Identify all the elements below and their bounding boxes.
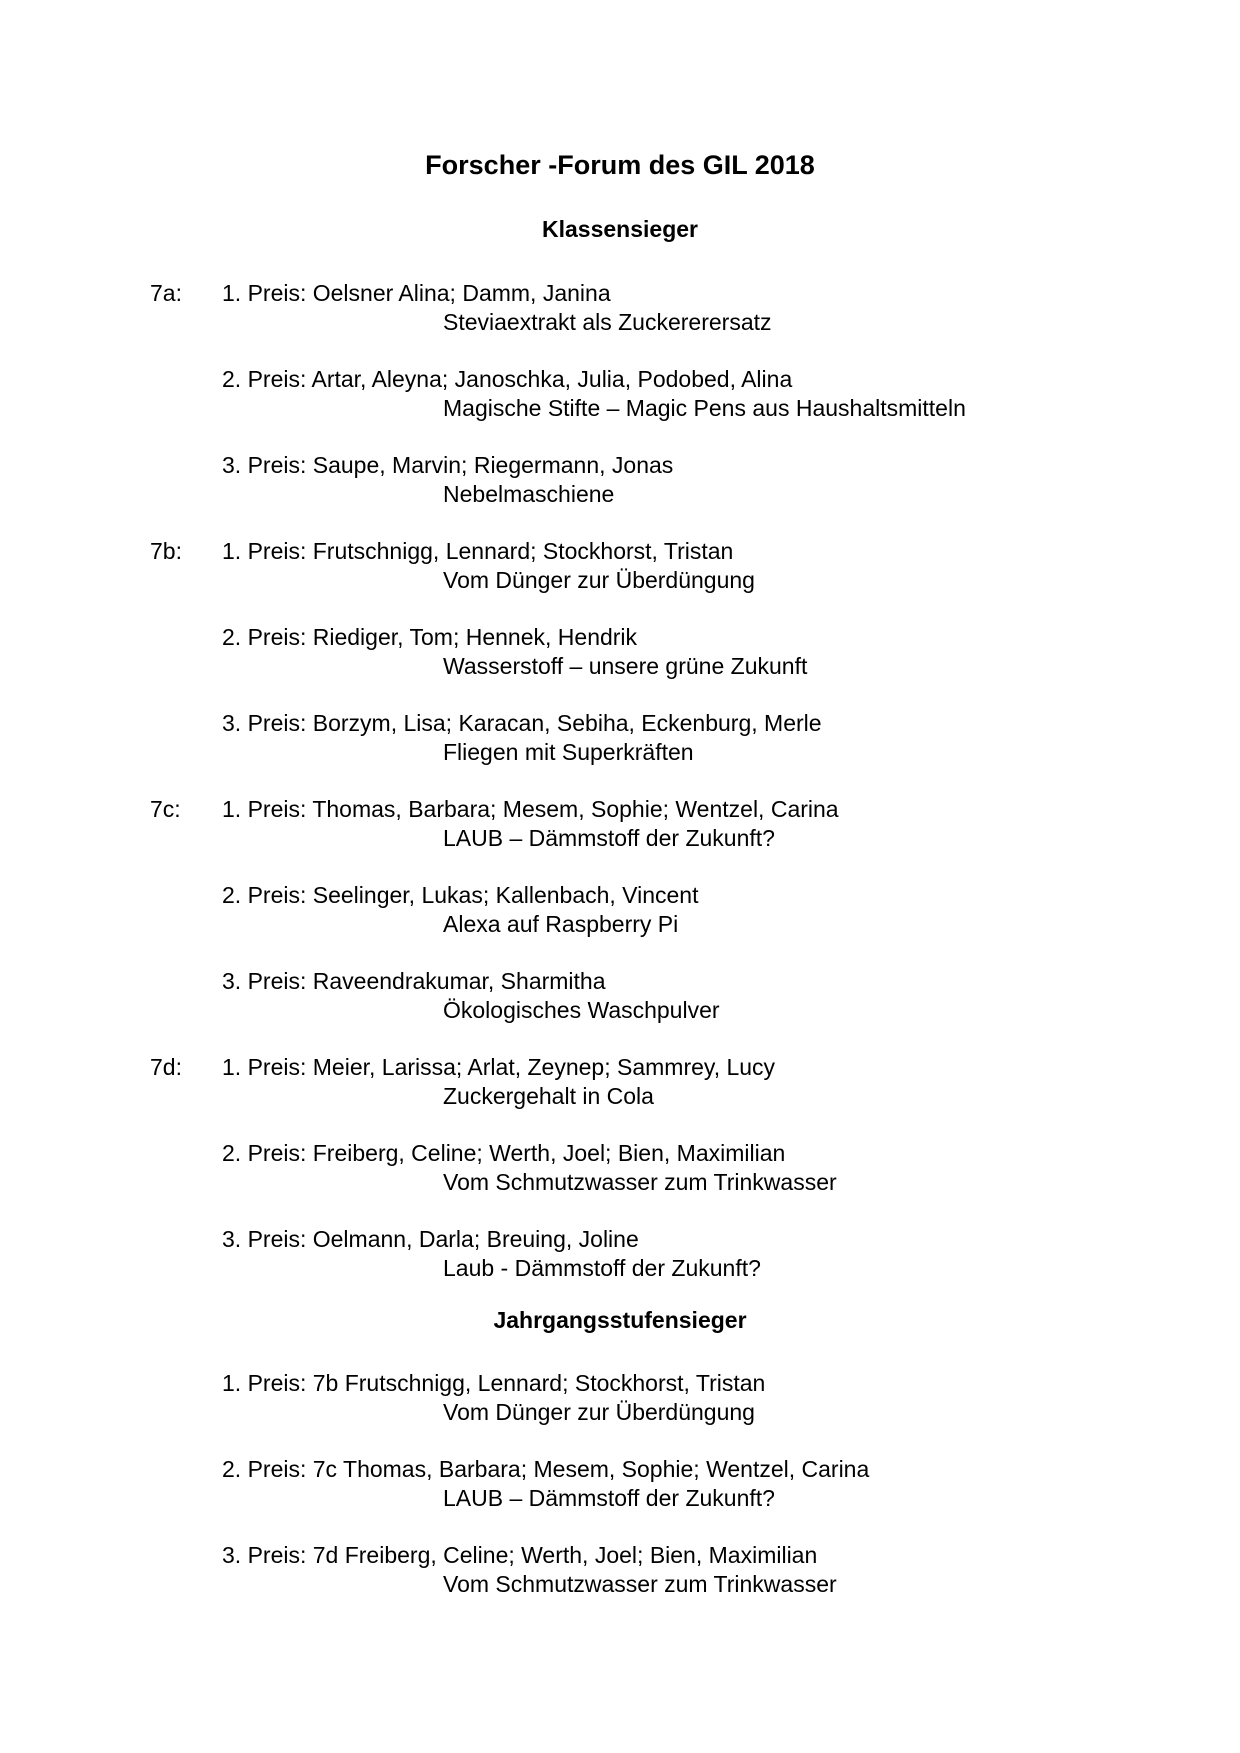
prize-entry: 1. Preis: Thomas, Barbara; Mesem, Sophie; Wentzel, Carina: [222, 796, 839, 822]
prize-entry: 1. Preis: Meier, Larissa; Arlat, Zeynep; Sammrey, Lucy: [222, 1054, 776, 1080]
prize-entry: 2. Preis: Freiberg, Celine; Werth, Joel; Bien, Maximilian: [222, 1140, 786, 1166]
project-title: Vom Schmutzwasser zum Trinkwasser: [443, 1169, 837, 1195]
section-heading-jahrgangsstufensieger: Jahrgangsstufensieger: [493, 1307, 747, 1333]
project-title: Alexa auf Raspberry Pi: [443, 911, 679, 937]
section-heading-klassensieger: Klassensieger: [542, 216, 698, 242]
project-title: Fliegen mit Superkräften: [443, 739, 694, 765]
prize-entry: 2. Preis: Seelinger, Lukas; Kallenbach, Vincent: [222, 882, 699, 908]
prize-entry: 3. Preis: Raveendrakumar, Sharmitha: [222, 968, 606, 994]
project-title: Vom Dünger zur Überdüngung: [443, 1399, 755, 1425]
class-label: 7d:: [150, 1054, 182, 1080]
class-label: 7b:: [150, 538, 182, 564]
project-title: LAUB – Dämmstoff der Zukunft?: [443, 825, 775, 851]
project-title: Vom Schmutzwasser zum Trinkwasser: [443, 1571, 837, 1597]
prize-entry: 3. Preis: Borzym, Lisa; Karacan, Sebiha, Eckenburg, Merle: [222, 710, 822, 736]
project-title: Vom Dünger zur Überdüngung: [443, 567, 755, 593]
class-label: 7a:: [150, 280, 182, 306]
prize-entry: 2. Preis: 7c Thomas, Barbara; Mesem, Sophie; Wentzel, Carina: [222, 1456, 870, 1482]
project-title: Wasserstoff – unsere grüne Zukunft: [443, 653, 808, 679]
page-title: Forscher -Forum des GIL 2018: [425, 150, 815, 180]
project-title: Zuckergehalt in Cola: [443, 1083, 654, 1109]
prize-entry: 1. Preis: 7b Frutschnigg, Lennard; Stockhorst, Tristan: [222, 1370, 766, 1396]
project-title: Nebelmaschiene: [443, 481, 615, 507]
prize-entry: 2. Preis: Riediger, Tom; Hennek, Hendrik: [222, 624, 638, 650]
prize-entry: 1. Preis: Oelsner Alina; Damm, Janina: [222, 280, 611, 306]
class-label: 7c:: [150, 796, 181, 822]
prize-entry: 2. Preis: Artar, Aleyna; Janoschka, Julia, Podobed, Alina: [222, 366, 793, 392]
prize-entry: 3. Preis: 7d Freiberg, Celine; Werth, Joel; Bien, Maximilian: [222, 1542, 818, 1568]
prize-entry: 1. Preis: Frutschnigg, Lennard; Stockhorst, Tristan: [222, 538, 734, 564]
project-title: Magische Stifte – Magic Pens aus Haushaltsmitteln: [443, 395, 966, 421]
prize-entry: 3. Preis: Saupe, Marvin; Riegermann, Jonas: [222, 452, 674, 478]
project-title: Ökologisches Waschpulver: [443, 997, 720, 1023]
project-title: Laub - Dämmstoff der Zukunft?: [443, 1255, 761, 1281]
project-title: Steviaextrakt als Zuckererersatz: [443, 309, 772, 335]
project-title: LAUB – Dämmstoff der Zukunft?: [443, 1485, 775, 1511]
prize-entry: 3. Preis: Oelmann, Darla; Breuing, Joline: [222, 1226, 639, 1252]
